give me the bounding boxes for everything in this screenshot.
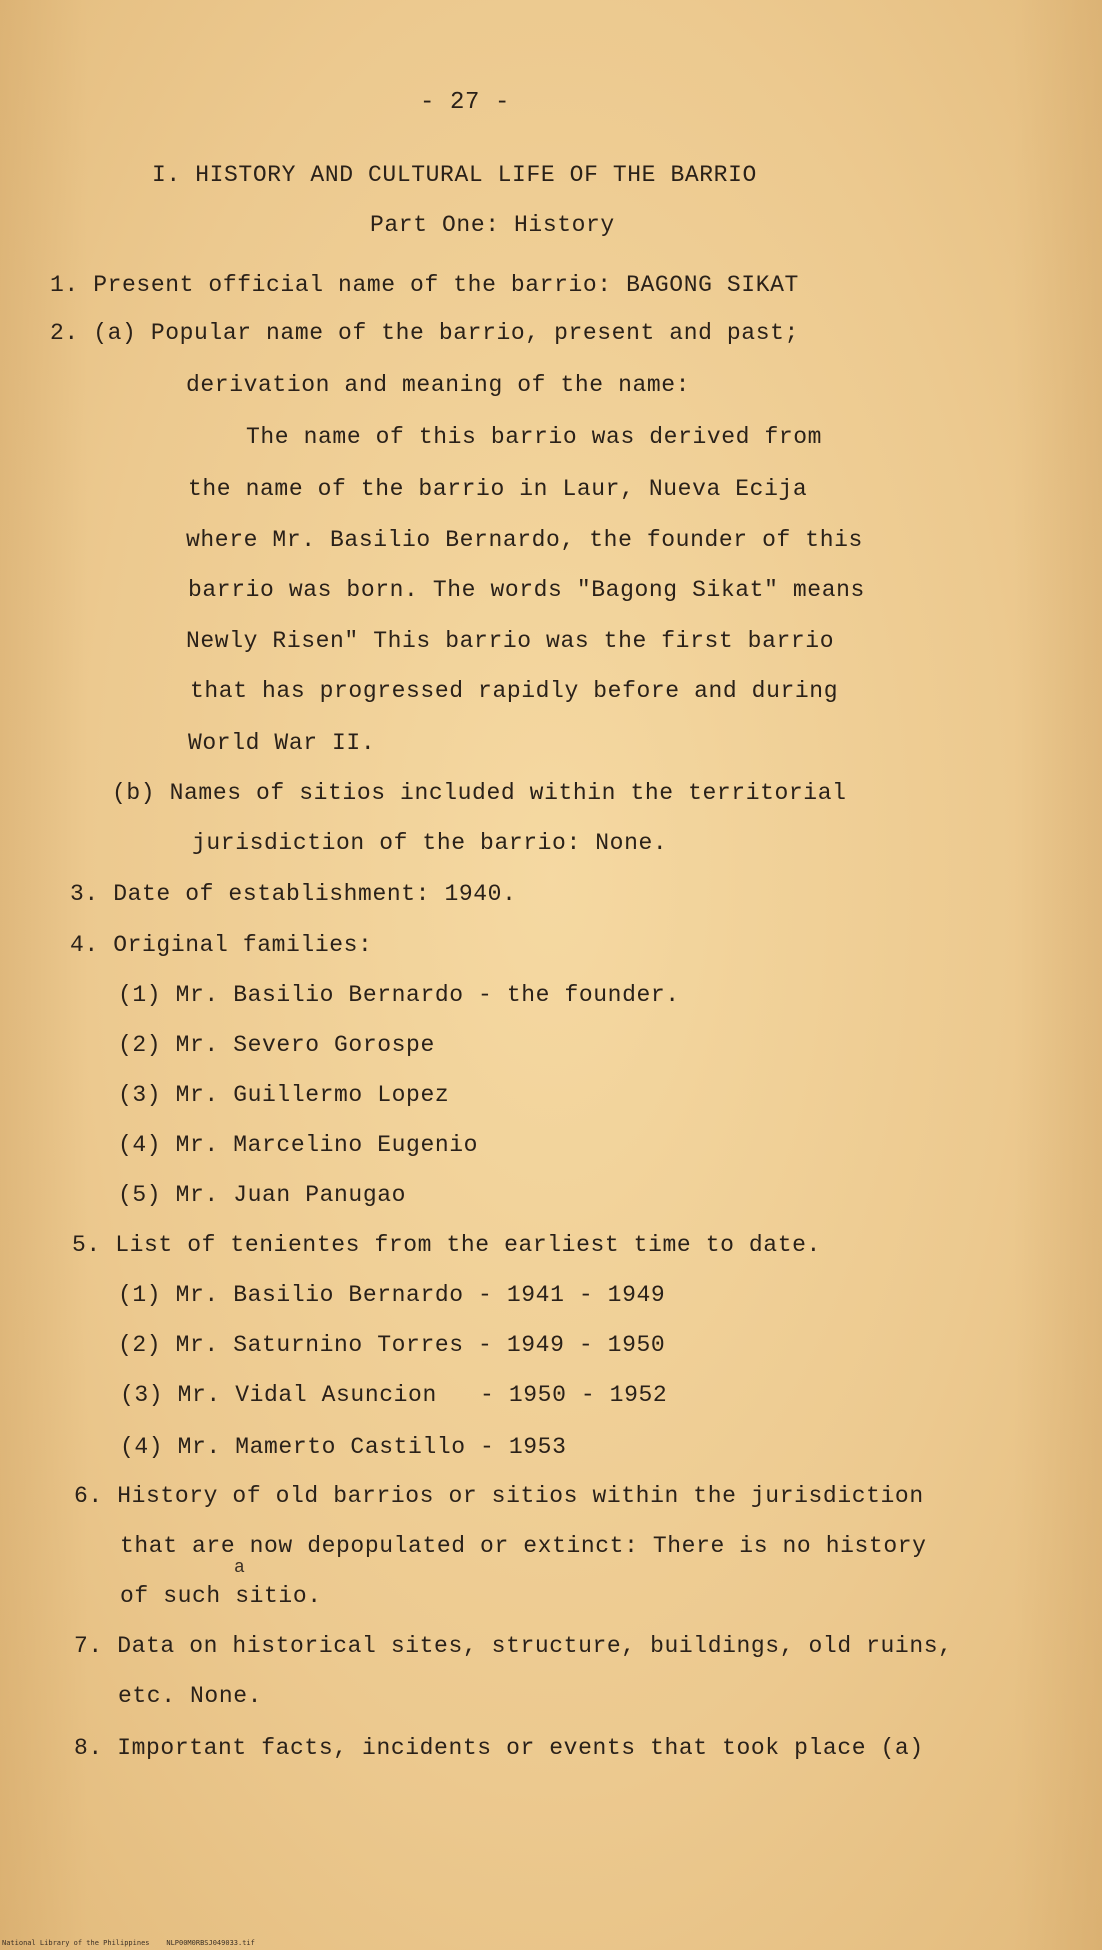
section-title: I. HISTORY AND CULTURAL LIFE OF THE BARRIO: [152, 162, 757, 188]
item-2a-paragraph-line-1: The name of this barrio was derived from: [246, 424, 823, 450]
item-2b-sitios: (b) Names of sitios included within the territorial: [112, 780, 847, 806]
item-2a-paragraph-line-3: where Mr. Basilio Bernardo, the founder of this: [186, 527, 863, 553]
part-title: Part One: History: [370, 212, 615, 238]
item-2a-paragraph-line-6: that has progressed rapidly before and during: [190, 678, 839, 704]
family-1: (1) Mr. Basilio Bernardo - the founder.: [118, 982, 680, 1008]
item-2a-paragraph-line-7: World War II.: [188, 730, 376, 756]
item-5-tenientes: 5. List of tenientes from the earliest time to date.: [72, 1232, 821, 1258]
handwritten-correction: a: [234, 1558, 245, 1578]
item-2a-paragraph-line-5: Newly Risen" This barrio was the first barrio: [186, 628, 835, 654]
item-2a-popular-name: 2. (a) Popular name of the barrio, present and past;: [50, 320, 799, 346]
item-6-old-barrios: 6. History of old barrios or sitios within the jurisdiction: [74, 1483, 924, 1509]
item-7-line-2: etc. None.: [118, 1683, 263, 1709]
item-4-original-families: 4. Original families:: [70, 932, 373, 958]
item-6-line-2: that are now depopulated or extinct: There is no history: [120, 1533, 927, 1559]
item-3-date-established: 3. Date of establishment: 1940.: [70, 881, 517, 907]
family-2: (2) Mr. Severo Gorospe: [118, 1032, 435, 1058]
item-2b-line-2: jurisdiction of the barrio: None.: [192, 830, 668, 856]
page-number: - 27 -: [420, 89, 511, 116]
item-1-official-name: 1. Present official name of the barrio: BAGONG SIKAT: [50, 272, 799, 298]
teniente-2: (2) Mr. Saturnino Torres - 1949 - 1950: [118, 1332, 666, 1358]
archive-footer: National Library of the Philippines NLP00M0RBSJ049033.tif: [2, 1939, 255, 1947]
family-4: (4) Mr. Marcelino Eugenio: [118, 1132, 479, 1158]
item-7-historical-sites: 7. Data on historical sites, structure, buildings, old ruins,: [74, 1633, 953, 1659]
family-3: (3) Mr. Guillermo Lopez: [118, 1082, 450, 1108]
teniente-3: (3) Mr. Vidal Asuncion - 1950 - 1952: [120, 1382, 668, 1408]
teniente-1: (1) Mr. Basilio Bernardo - 1941 - 1949: [118, 1282, 666, 1308]
item-2a-line-2: derivation and meaning of the name:: [186, 372, 691, 398]
family-5: (5) Mr. Juan Panugao: [118, 1182, 407, 1208]
item-8-important-facts: 8. Important facts, incidents or events that took place (a): [74, 1735, 924, 1761]
item-2a-paragraph-line-2: the name of the barrio in Laur, Nueva Ecija: [188, 476, 808, 502]
item-2a-paragraph-line-4: barrio was born. The words "Bagong Sikat" means: [188, 577, 865, 603]
teniente-4: (4) Mr. Mamerto Castillo - 1953: [120, 1434, 567, 1460]
item-6-line-3: of such sitio.: [120, 1583, 322, 1609]
